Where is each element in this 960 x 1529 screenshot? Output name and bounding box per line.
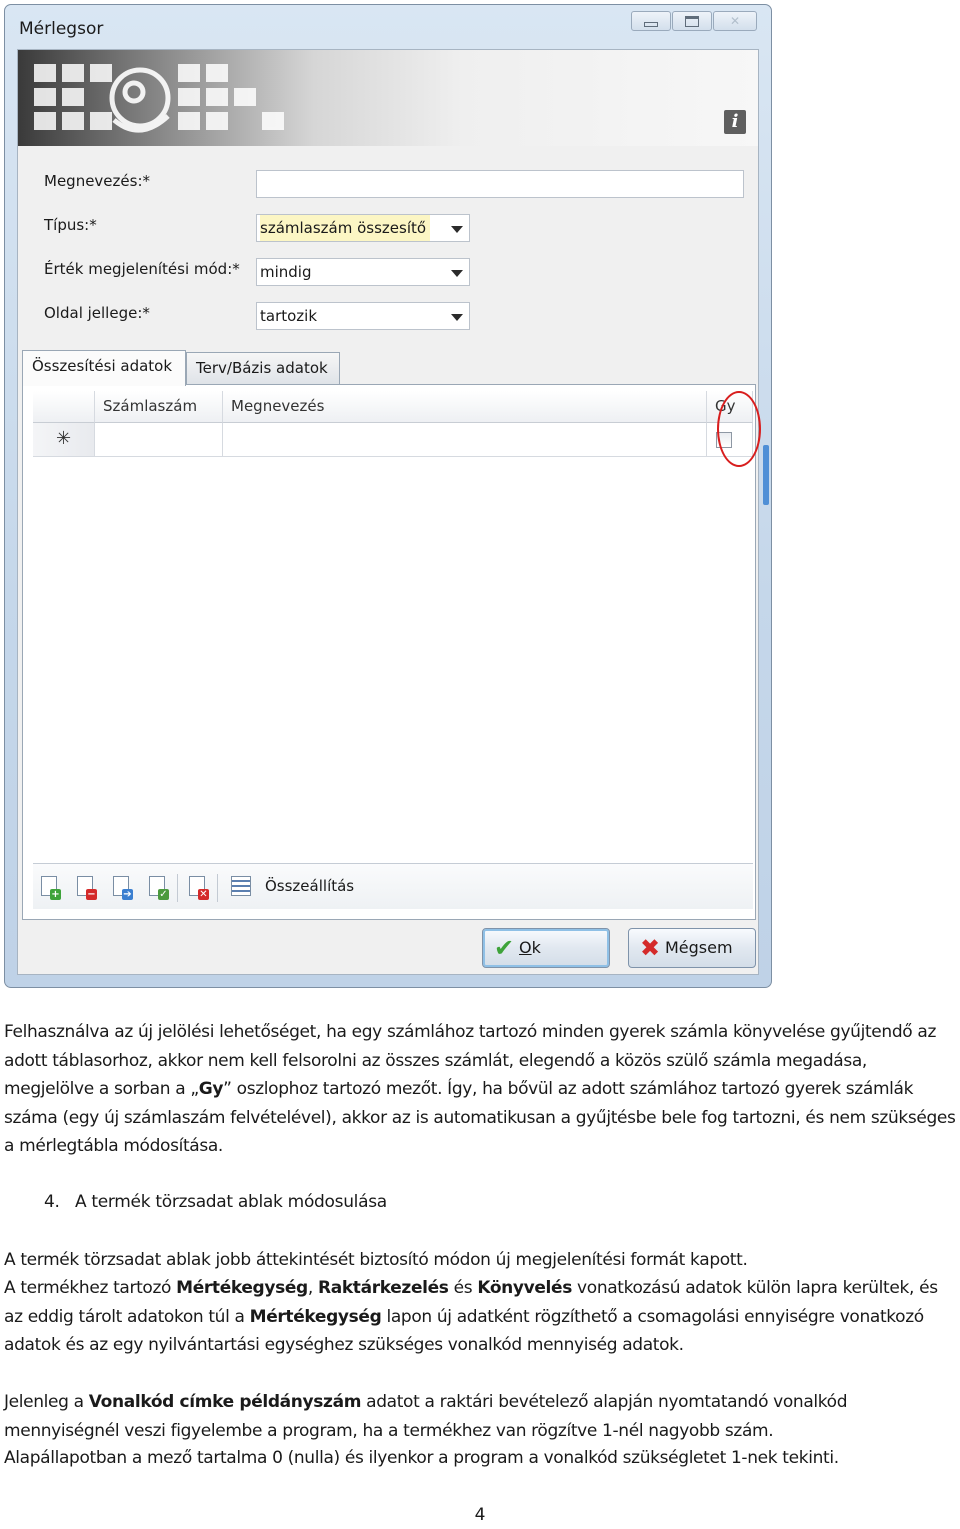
name-label: Megnevezés:*: [44, 172, 151, 190]
delete-row-icon[interactable]: −: [75, 876, 97, 900]
close-icon[interactable]: ✕: [713, 11, 757, 31]
paragraph-gy-usage: [4, 1018, 960, 1161]
tab-terv-bazis-adatok[interactable]: Terv/Bázis adatok: [186, 352, 340, 384]
p3-bold-raktarkezeles: Raktárkezelés: [317, 1278, 449, 1298]
window-edge-highlight: [763, 445, 769, 505]
logo-icon: [28, 58, 288, 142]
column-header-gy[interactable]: Gy: [707, 391, 753, 423]
side-select[interactable]: [256, 302, 470, 330]
dropdown-arrow-icon[interactable]: [451, 226, 463, 233]
p4-text-a: Jelenleg a: [4, 1392, 89, 1412]
toolbar-separator: [177, 874, 178, 902]
dropdown-arrow-icon[interactable]: [451, 270, 463, 277]
display-mode-select[interactable]: [256, 258, 470, 286]
cell-megnevezes[interactable]: [223, 423, 707, 457]
type-select-value: számlaszám összesítő: [260, 215, 430, 241]
move-row-icon[interactable]: ➔: [111, 876, 133, 900]
paragraph-barcode: [4, 1388, 960, 1445]
checkmark-icon: ✔: [493, 934, 515, 962]
minimize-icon[interactable]: [631, 11, 671, 31]
column-header-szamlaszam[interactable]: Számlaszám: [95, 391, 223, 423]
dropdown-arrow-icon[interactable]: [451, 314, 463, 321]
section-heading: [44, 1188, 387, 1216]
data-grid: [33, 391, 755, 459]
ok-button[interactable]: [482, 928, 610, 968]
p3-text-f: lapon új adatként rögzíthető a csomagolási ennyiségre vonatkozó adatok és az egy nyilvántartási egységhez szükséges vonalkód mennyiség adatok.: [4, 1306, 924, 1355]
ok-button-label-rest: k: [531, 938, 541, 957]
edit-row-icon[interactable]: ✓: [147, 876, 169, 900]
tab-panel: [22, 384, 756, 920]
dialog-body: [17, 49, 759, 975]
merlegsor-dialog: [4, 4, 772, 988]
p4-text-c: adatot a raktári bevételező alapján nyomtatandó vonalkód mennyiségnél veszi figyelembe a program, ha a termékhez van rögzítve 1-nél nagyobb szám.: [4, 1392, 848, 1441]
new-row-icon: ✳: [33, 423, 95, 457]
window-controls: [631, 11, 757, 33]
page-number: 4: [474, 1505, 486, 1525]
p3-text-e: vonatkozású adatok külön lapra kerültek, és az eddig tárolt adatokon túl a: [4, 1278, 938, 1327]
type-label: Típus:*: [44, 216, 97, 234]
name-input[interactable]: [256, 170, 744, 198]
p4-bold-vonalkod: Vonalkód címke példányszám: [88, 1392, 362, 1412]
column-header-megnevezes[interactable]: Megnevezés: [223, 391, 707, 423]
highlight-circle: [717, 391, 761, 467]
p3-bold-mertekegyseg: Mértékegység: [176, 1278, 308, 1298]
type-select[interactable]: [256, 214, 470, 242]
add-row-icon[interactable]: +: [39, 876, 61, 900]
heading-number: 4.: [44, 1192, 60, 1212]
display-mode-label: Érték megjelenítési mód:*: [44, 260, 240, 278]
paragraph-default-state: Alapállapotban a mező tartalma 0 (nulla) és ilyenkor a program a vonalkód szükségletet 1-nek tekinti.: [4, 1448, 839, 1468]
heading-text: A termék törzsadat ablak módosulása: [74, 1192, 387, 1212]
grid-toolbar: [33, 863, 753, 909]
side-select-value: tartozik: [260, 307, 318, 325]
cancel-button[interactable]: [628, 928, 756, 968]
paragraph-tabs: [4, 1274, 960, 1360]
grid-corner: [33, 391, 95, 423]
display-mode-value: mindig: [260, 263, 312, 281]
side-label: Oldal jellege:*: [44, 304, 150, 322]
p3-bold-konyveles: Könyvelés: [477, 1278, 572, 1298]
cancel-button-label: Mégsem: [665, 938, 733, 957]
window-title: Mérlegsor: [19, 19, 104, 39]
p1-bold-gy: Gy: [198, 1079, 224, 1099]
cell-szamlaszam[interactable]: [95, 423, 223, 457]
compile-button-label[interactable]: Összeállítás: [265, 877, 355, 895]
compile-icon[interactable]: [229, 876, 259, 900]
clear-icon[interactable]: ✕: [187, 876, 209, 900]
ok-button-accesskey: O: [519, 938, 532, 957]
p3-text-c: ,: [307, 1278, 318, 1298]
p1-text-a: Felhasználva az új jelölési lehetőséget, ha egy számlához tartozó minden gyerek számla könyvelése gyűjtendő az adott táblasorhoz, akkor nem kell felsorolni az összes számlát, elegendő a közös szülő számla megadása, megjelölve a sorban a „: [4, 1022, 937, 1099]
paragraph-new-layout: A termék törzsadat ablak jobb áttekintését biztosító módon új megjelenítési formát kapott.: [4, 1250, 748, 1270]
p3-text-a: A termékhez tartozó: [4, 1278, 177, 1298]
p3-text-d: és: [448, 1278, 478, 1298]
header-banner: [18, 50, 758, 146]
x-icon: ✖: [639, 934, 661, 962]
toolbar-separator: [217, 874, 218, 902]
info-icon[interactable]: i: [724, 110, 746, 134]
p1-text-b: ” oszlophoz tartozó mezőt. Így, ha bővül az adott számlához tartozó gyerek számlák száma (egy új számlaszám felvételével), akkor az is automatikusan a gyűjtésbe bele fog tartozni, és nem szükséges a mérlegtábla módosítása.: [4, 1079, 956, 1156]
tab-osszesitesi-adatok[interactable]: Összesítési adatok: [22, 350, 186, 386]
maximize-icon[interactable]: [672, 11, 712, 31]
p3-bold-mertekegyseg-2: Mértékegység: [249, 1306, 382, 1327]
